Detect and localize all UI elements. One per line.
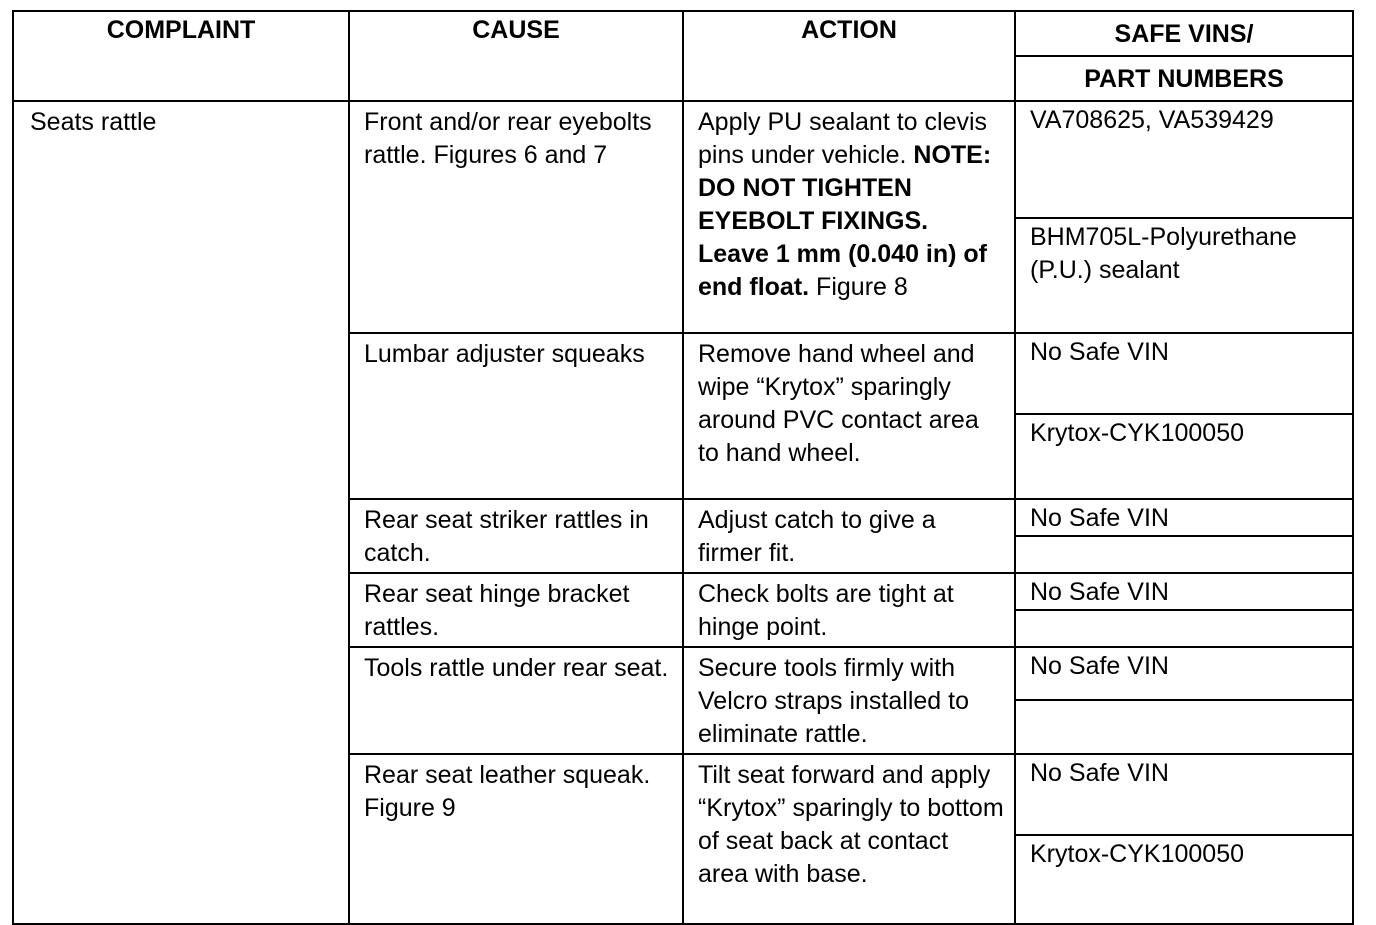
part-number <box>1016 536 1352 572</box>
safe-vins-cell <box>1015 499 1353 573</box>
cause-cell: Front and/or rear eyebolts rattle. Figures 6 and 7 <box>349 101 683 333</box>
header-complaint: COMPLAINT <box>13 11 349 101</box>
header-row <box>13 11 1353 101</box>
safe-vin: No Safe VIN <box>1016 755 1352 835</box>
safe-vins-cell <box>1015 333 1353 499</box>
cause-cell: Rear seat leather squeak. Figure 9 <box>349 754 683 924</box>
action-cell: Tilt seat forward and apply “Krytox” sparingly to bottom of seat back at contact area with base. <box>683 754 1015 924</box>
action-cell: Check bolts are tight at hinge point. <box>683 573 1015 647</box>
safe-vins-cell <box>1015 647 1353 754</box>
cause-cell: Lumbar adjuster squeaks <box>349 333 683 499</box>
action-text: Apply PU sealant to clevis pins under vehicle. <box>698 108 988 169</box>
part-number <box>1016 610 1352 646</box>
part-number: Krytox-CYK100050 <box>1030 419 1245 447</box>
header-safe-vins-line1: SAFE VINS/ <box>1016 12 1352 56</box>
action-cell: Secure tools firmly with Velcro straps installed to eliminate rattle. <box>683 647 1015 754</box>
safe-vin: No Safe VIN <box>1016 574 1352 610</box>
cause-cell: Rear seat striker rattles in catch. <box>349 499 683 573</box>
part-number: Krytox-CYK100050 <box>1030 840 1245 868</box>
header-action: ACTION <box>683 11 1015 101</box>
safe-vins-cell <box>1015 573 1353 647</box>
troubleshooting-table <box>12 10 1354 925</box>
action-cell: Remove hand wheel and wipe “Krytox” sparingly around PVC contact area to hand wheel. <box>683 333 1015 499</box>
action-cell: Adjust catch to give a firmer fit. <box>683 499 1015 573</box>
action-cell <box>683 101 1015 333</box>
action-figure-ref: Figure 8 <box>809 273 908 301</box>
safe-vin: VA708625, VA539429 <box>1016 102 1352 218</box>
header-safe-vins <box>1015 11 1353 101</box>
action-note: NOTE: DO NOT TIGHTEN EYEBOLT FIXINGS. Leave 1 mm (0.040 in) of end float. <box>698 141 992 301</box>
table-row <box>13 101 1353 333</box>
header-safe-vins-line2: PART NUMBERS <box>1084 65 1284 93</box>
safe-vins-cell <box>1015 754 1353 924</box>
part-number: BHM705L-Polyurethane (P.U.) sealant <box>1030 223 1297 284</box>
safe-vin: No Safe VIN <box>1016 500 1352 536</box>
safe-vins-cell <box>1015 101 1353 333</box>
header-cause: CAUSE <box>349 11 683 101</box>
part-number <box>1016 700 1352 753</box>
safe-vin: No Safe VIN <box>1016 648 1352 700</box>
safe-vin: No Safe VIN <box>1016 334 1352 414</box>
complaint-cell: Seats rattle <box>13 101 349 924</box>
cause-cell: Rear seat hinge bracket rattles. <box>349 573 683 647</box>
cause-cell: Tools rattle under rear seat. <box>349 647 683 754</box>
